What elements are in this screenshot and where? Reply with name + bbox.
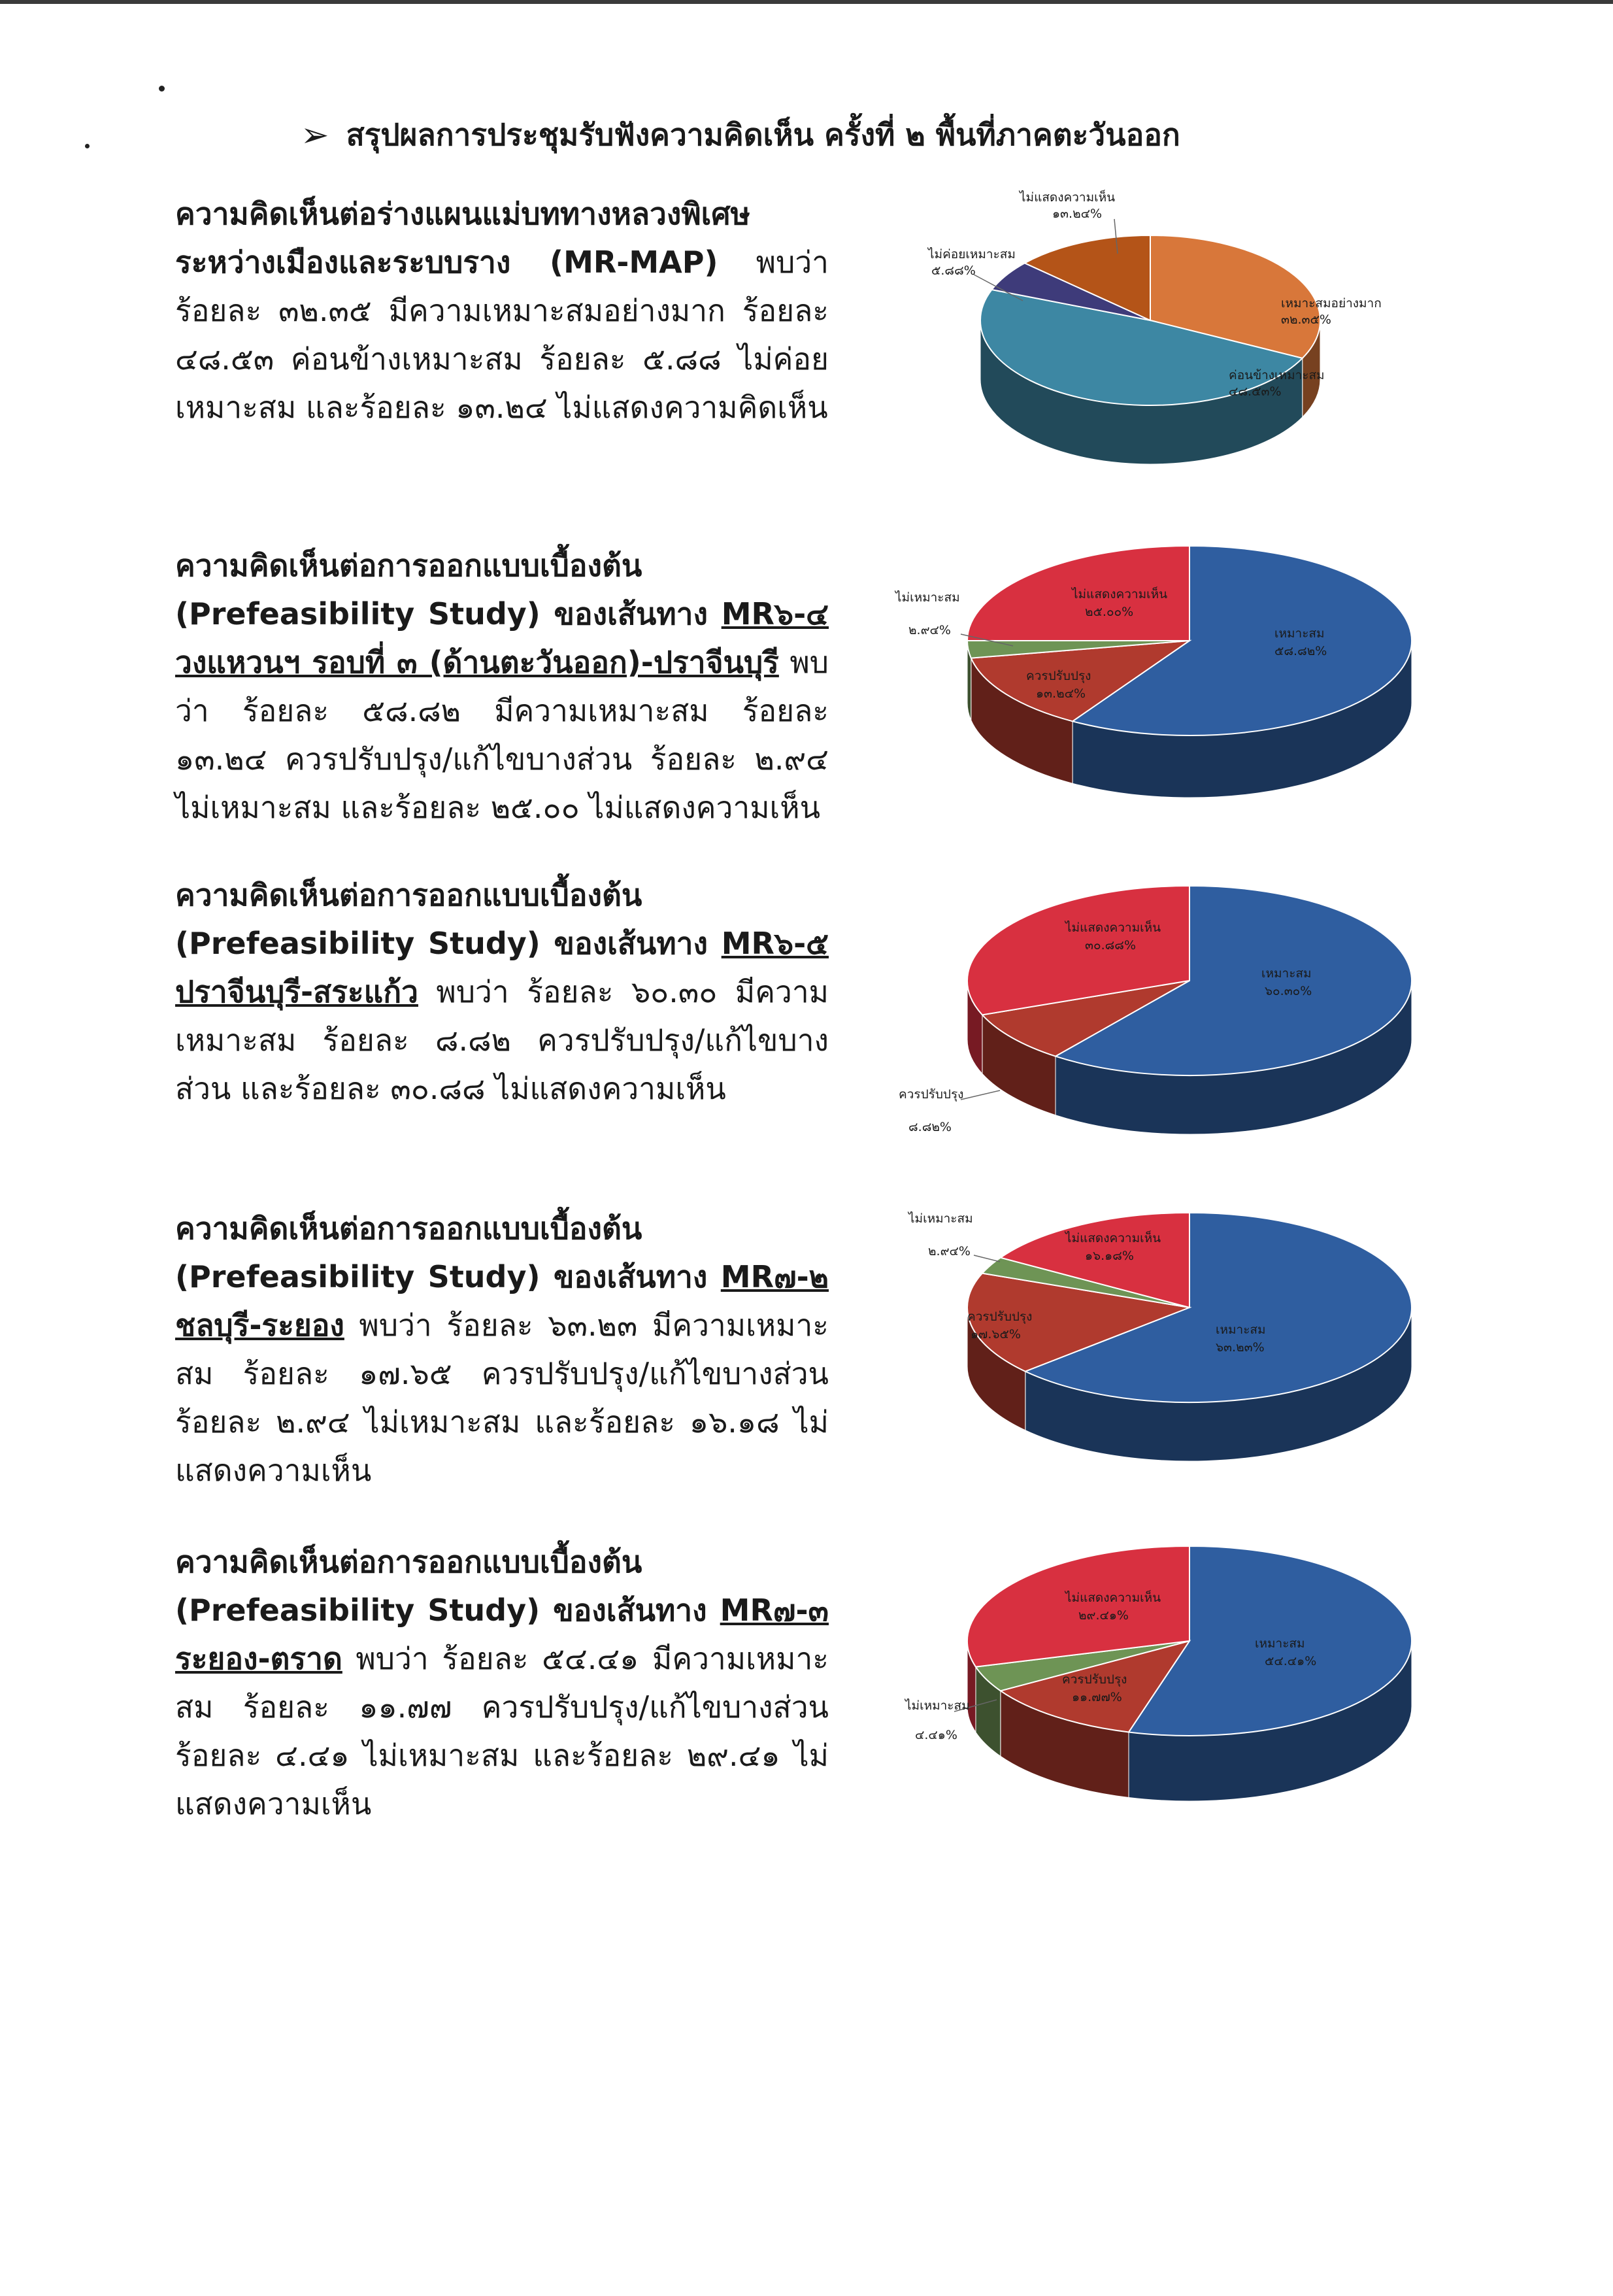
slice-name-label: ไม่เหมาะสม <box>908 1211 973 1226</box>
section-mr7-2 <box>175 1204 829 1494</box>
section-bold-text: ความคิดเห็นต่อการออกแบบเบื้องต้น (Prefeasibility Study) ของเส้นทาง <box>175 548 722 632</box>
slice-name-label: ควรปรับปรุง <box>1062 1672 1127 1687</box>
pie-chart-mr7-2 <box>889 1203 1425 1477</box>
section-bold-text: ความคิดเห็นต่อการออกแบบเบื้องต้น (Prefeasibility Study) ของเส้นทาง <box>175 1544 720 1628</box>
slice-name-label: ไม่เหมาะสม <box>895 590 960 605</box>
pie-chart-mr-map <box>889 183 1425 510</box>
route-name: MR๗-๒ ชลบุรี-ระยอง <box>175 1259 829 1343</box>
slice-name-label: ควรปรับปรุง <box>967 1309 1033 1324</box>
route-name: MR๖-๔ วงแหวนฯ รอบที่ ๓ (ด้านตะวันออก)-ปราจีนบุรี <box>175 596 829 680</box>
slice-name-label: เหมาะสม <box>1255 1636 1305 1651</box>
slice-name-label: ไม่แสดงความเห็น <box>1065 1231 1161 1245</box>
pie-top <box>967 1546 1412 1736</box>
scan-dot <box>159 86 165 92</box>
slice-value-label: ๘.๘๒% <box>908 1120 952 1134</box>
section-mr6-5 <box>175 871 829 1113</box>
slice-value-label: ๒.๙๔% <box>928 1244 971 1258</box>
slice-value-label: ๑๖.๑๘% <box>1085 1249 1134 1263</box>
pie-top <box>967 1213 1412 1402</box>
slice-name-label: ไม่แสดงความเห็น <box>1065 920 1161 935</box>
slice-value-label: ๑๑.๗๗% <box>1072 1690 1122 1704</box>
slice-value-label: ๔๘.๕๓% <box>1229 384 1282 399</box>
slice-name-label: ไม่เหมาะสม <box>905 1698 970 1713</box>
slice-value-label: ๕.๘๘% <box>931 263 976 278</box>
leader-line <box>974 1255 1000 1262</box>
slice-name-label: ค่อนข้างเหมาะสม <box>1229 368 1325 382</box>
scan-edge-line <box>0 0 1613 4</box>
leader-line <box>961 1090 1000 1100</box>
slice-value-label: ๒๙.๔๑% <box>1078 1608 1129 1623</box>
slice-value-label: ๕๔.๔๑% <box>1265 1654 1317 1668</box>
section-body-text: พบว่า ร้อยละ ๖๓.๒๓ มีความเหมาะสม ร้อยละ ๑๗.๖๕ ควรปรับปรุง/แก้ไขบางส่วน ร้อยละ ๒.๙๔ ไม่เหมาะสม และร้อยละ ๑๖.๑๘ ไม่แสดงความเห็น <box>175 1308 829 1488</box>
section-body-text: พบว่า ร้อยละ ๖๐.๓๐ มีความเหมาะสม ร้อยละ ๘.๘๒ ควรปรับปรุง/แก้ไขบางส่วน และร้อยละ ๓๐.๘๘ ไม่แสดงความเห็น <box>175 974 829 1106</box>
slice-value-label: ๔.๔๑% <box>915 1728 957 1742</box>
section-body-text: พบว่า ร้อยละ ๕๘.๘๒ มีความเหมาะสม ร้อยละ ๑๓.๒๔ ควรปรับปรุง/แก้ไขบางส่วน ร้อยละ ๒.๙๔ ไม่เหมาะสม และร้อยละ ๒๕.๐๐ ไม่แสดงความเห็น <box>175 645 829 825</box>
slice-name-label: ควรปรับปรุง <box>1026 669 1091 683</box>
section-mr6-4 <box>175 541 829 832</box>
page-heading <box>301 111 1180 159</box>
pie-chart-svg <box>889 1543 1425 1817</box>
route-name: MR๖-๕ ปราจีนบุรี-สระแก้ว <box>175 926 829 1009</box>
section-bold-text: ความคิดเห็นต่อการออกแบบเบื้องต้น (Prefeasibility Study) ของเส้นทาง <box>175 877 722 961</box>
scan-dot <box>85 144 90 148</box>
slice-value-label: ๑๓.๒๔% <box>1052 207 1103 221</box>
slice-name-label: เหมาะสม <box>1216 1323 1266 1337</box>
section-bold-text: ความคิดเห็นต่อร่างแผนแม่บททางหลวงพิเศษระหว่างเมืองและระบบราง (MR-MAP) <box>175 196 750 280</box>
arrow-bullet-icon: ➢ <box>301 115 329 155</box>
pie-chart-mr7-3 <box>889 1543 1425 1817</box>
slice-name-label: ไม่ค่อยเหมาะสม <box>928 247 1016 262</box>
pie-top <box>967 546 1412 735</box>
slice-name-label: เหมาะสม <box>1274 626 1325 641</box>
pie-chart-mr6-5 <box>889 883 1425 1144</box>
slice-value-label: ๕๘.๘๒% <box>1274 644 1327 658</box>
slice-value-label: ๒๕.๐๐% <box>1085 605 1134 619</box>
slice-name-label: เหมาะสม <box>1261 966 1312 981</box>
pie-chart-svg <box>889 1203 1425 1477</box>
slice-name-label: ไม่แสดงความเห็น <box>1072 587 1168 601</box>
pie-chart-mr6-4 <box>889 536 1425 824</box>
slice-name-label: ควรปรับปรุง <box>899 1087 964 1102</box>
pie-chart-svg <box>889 883 1425 1144</box>
slice-value-label: ๒.๙๔% <box>908 623 951 637</box>
slice-value-label: ๓๒.๓๕% <box>1281 312 1331 327</box>
section-body-text: พบว่า ร้อยละ ๕๔.๔๑ มีความเหมาะสม ร้อยละ ๑๑.๗๗ ควรปรับปรุง/แก้ไขบางส่วน ร้อยละ ๔.๔๑ ไม่เหมาะสม และร้อยละ ๒๙.๔๑ ไม่แสดงความเห็น <box>175 1641 829 1821</box>
section-mr-map <box>175 190 829 431</box>
pie-chart-svg <box>889 536 1425 824</box>
slice-value-label: ๖๓.๒๓% <box>1216 1340 1265 1355</box>
slice-value-label: ๖๐.๓๐% <box>1265 984 1312 998</box>
slice-name-label: ไม่แสดงความเห็น <box>1020 190 1116 205</box>
slice-name-label: เหมาะสมอย่างมาก <box>1281 296 1382 311</box>
section-mr7-3 <box>175 1538 829 1828</box>
slice-name-label: ไม่แสดงความเห็น <box>1065 1591 1161 1605</box>
pie-chart-svg <box>889 183 1425 510</box>
pie-top <box>967 886 1412 1075</box>
section-body-text: พบว่า ร้อยละ ๓๒.๓๕ มีความเหมาะสมอย่างมาก ร้อยละ ๔๘.๕๓ ค่อนข้างเหมาะสม ร้อยละ ๕.๘๘ ไม่ค่อยเหมาะสม และร้อยละ ๑๓.๒๔ ไม่แสดงความคิดเห็น <box>175 245 829 425</box>
slice-value-label: ๓๐.๘๘% <box>1085 938 1136 953</box>
slice-value-label: ๑๗.๖๕% <box>971 1327 1021 1342</box>
section-bold-text: ความคิดเห็นต่อการออกแบบเบื้องต้น (Prefeasibility Study) ของเส้นทาง <box>175 1211 721 1294</box>
route-name: MR๗-๓ ระยอง-ตราด <box>175 1593 829 1676</box>
page-heading-text: สรุปผลการประชุมรับฟังความคิดเห็น ครั้งที่ ๒ พื้นที่ภาคตะวันออก <box>346 117 1180 152</box>
slice-value-label: ๑๓.๒๔% <box>1036 686 1086 701</box>
